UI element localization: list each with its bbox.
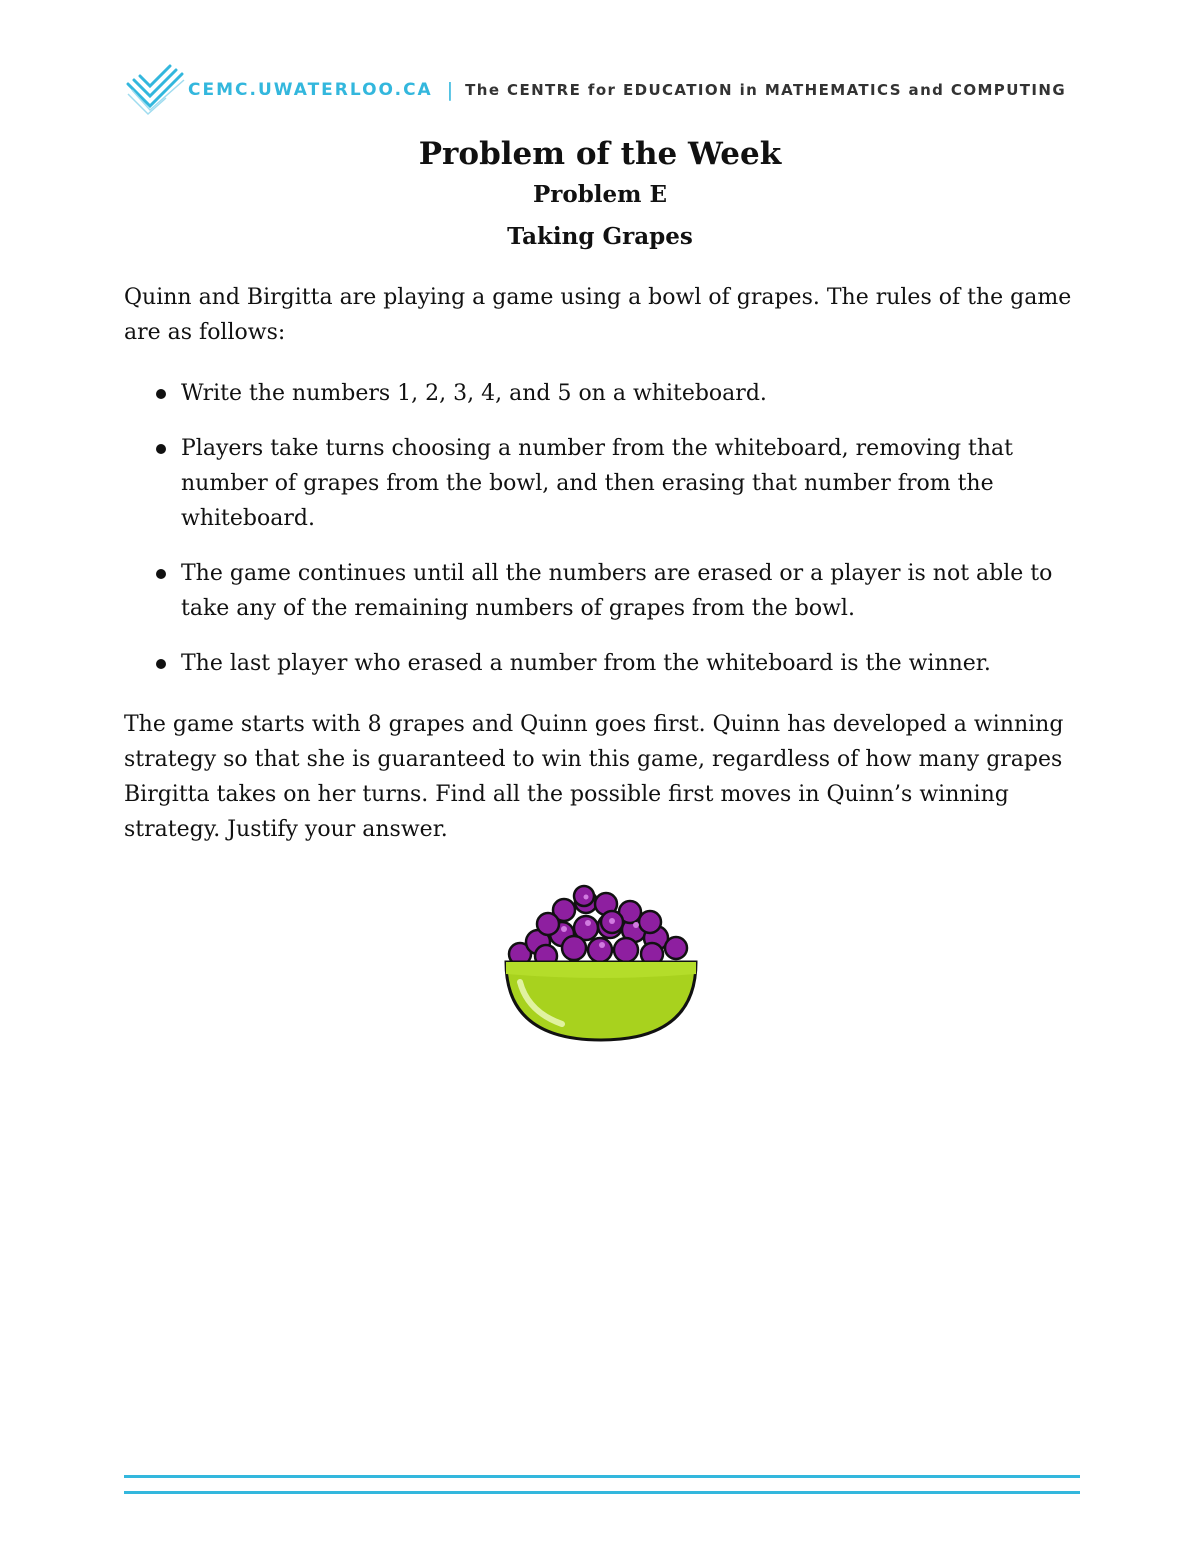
rule-text: Players take turns choosing a number from the whiteboard, removing that number of grapes from the bowl, and then erasing that number from the whiteboard. (181, 436, 1013, 531)
problem-body (124, 280, 1074, 847)
header-separator: | (446, 79, 454, 101)
intro-paragraph: Quinn and Birgitta are playing a game using a bowl of grapes. The rules of the game are as follows: (124, 285, 1072, 345)
bullet-icon (156, 389, 166, 399)
rule-item (124, 556, 1074, 626)
grape-bowl-icon (502, 882, 700, 1042)
cemc-header (124, 64, 1066, 116)
title-block (0, 134, 1200, 258)
bullet-icon (156, 569, 166, 579)
page-title: Problem of the Week (418, 136, 782, 172)
bullet-icon (156, 659, 166, 669)
bullet-icon (156, 444, 166, 454)
rule-text: The last player who erased a number from the whiteboard is the winner. (181, 651, 991, 676)
rules-list (124, 376, 1074, 681)
problem-name: Taking Grapes (507, 223, 693, 250)
rule-text: Write the numbers 1, 2, 3, 4, and 5 on a whiteboard. (181, 381, 767, 406)
footer-divider-bottom (124, 1491, 1080, 1494)
footer-divider-top (124, 1475, 1080, 1478)
rule-item (124, 431, 1074, 536)
rule-text: The game continues until all the numbers are erased or a player is not able to take any of the remaining numbers of grapes from the bowl. (181, 561, 1053, 621)
brand-text[interactable]: CEMC.UWATERLOO.CA (188, 80, 433, 100)
rule-item (124, 646, 1074, 681)
question-paragraph: The game starts with 8 grapes and Quinn goes first. Quinn has developed a winning strategy so that she is guaranteed to win this game, regardless of how many grapes Birgitta takes on her turns. Find all the possible first moves in Quinn’s winning strategy. Justify your answer. (124, 712, 1064, 842)
problem-label: Problem E (532, 181, 668, 208)
rule-item (124, 376, 1074, 411)
header-tagline: The CENTRE for EDUCATION in MATHEMATICS and COMPUTING (465, 81, 1067, 99)
cemc-logo-icon (124, 64, 186, 116)
